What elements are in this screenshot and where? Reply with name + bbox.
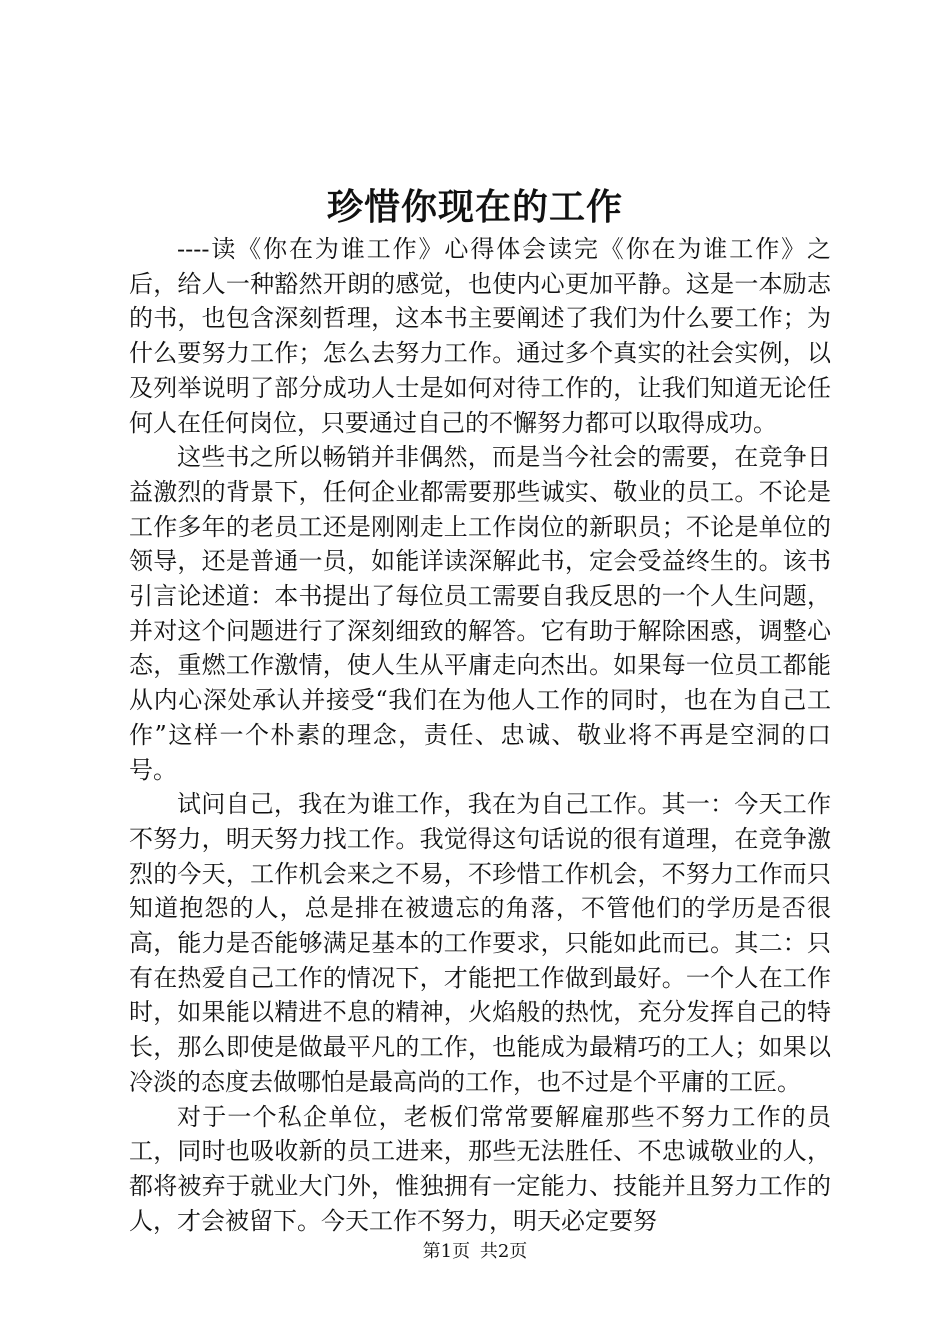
document-title: 珍惜你现在的工作	[326, 186, 623, 228]
paragraph-1: ----读《你在为谁工作》心得体会读完《你在为谁工作》之后，给人一种豁然开朗的感觉，也使内心更加平静。这是一本励志的书，也包含深刻哲理，这本书主要阐述了我们为什么要工作；为什么要努力工作；怎么去努力工作。通过多个真实的社会实例，以及列举说明了部分成功人士是如何对待工作的，让我们知道无论任何人在任何岗位，只要通过自己的不懈努力都可以取得成功。	[129, 235, 831, 437]
page-total: 共2页	[479, 1241, 528, 1262]
page-footer	[0, 1239, 950, 1265]
paragraph-2: 这些书之所以畅销并非偶然，而是当今社会的需要，在竞争日益激烈的背景下，任何企业都需要那些诚实、敬业的员工。不论是工作多年的老员工还是刚刚走上工作岗位的新职员；不论是单位的领导，还是普通一员，如能详读深解此书，定会受益终生的。该书引言论述道：本书提出了每位员工需要自我反思的一个人生问题，并对这个问题进行了深刻细致的解答。它有助于解除困惑，调整心态，重燃工作激情，使人生从平庸走向杰出。如果每一位员工都能从内心深处承认并接受“我们在为他人工作的同时，也在为自己工作”这样一个朴素的理念，责任、忠诚、敬业将不再是空洞的口号。	[129, 443, 831, 784]
paragraph-4: 对于一个私企单位，老板们常常要解雇那些不努力工作的员工，同时也吸收新的员工进来，那些无法胜任、不忠诚敬业的人，都将被弃于就业大门外，惟独拥有一定能力、技能并且努力工作的人，才会被留下。今天工作不努力，明天必定要努	[129, 1102, 831, 1235]
paragraph-3: 试问自己，我在为谁工作，我在为自己工作。其一：今天工作不努力，明天努力找工作。我觉得这句话说的很有道理，在竞争激烈的今天，工作机会来之不易，不珍惜工作机会，不努力工作而只知道抱怨的人，总是排在被遗忘的角落，不管他们的学历是否很高，能力是否能够满足基本的工作要求，只能如此而已。其二：只有在热爱自己工作的情况下，才能把工作做到最好。一个人在工作时，如果能以精进不息的精神，火焰般的热忱，充分发挥自己的特长，那么即使是做最平凡的工作，也能成为最精巧的工人；如果以冷淡的态度去做哪怕是最高尚的工作，也不过是个平庸的工匠。	[129, 790, 831, 1096]
document-body	[129, 232, 831, 1238]
page-number: 第1页	[422, 1241, 471, 1262]
